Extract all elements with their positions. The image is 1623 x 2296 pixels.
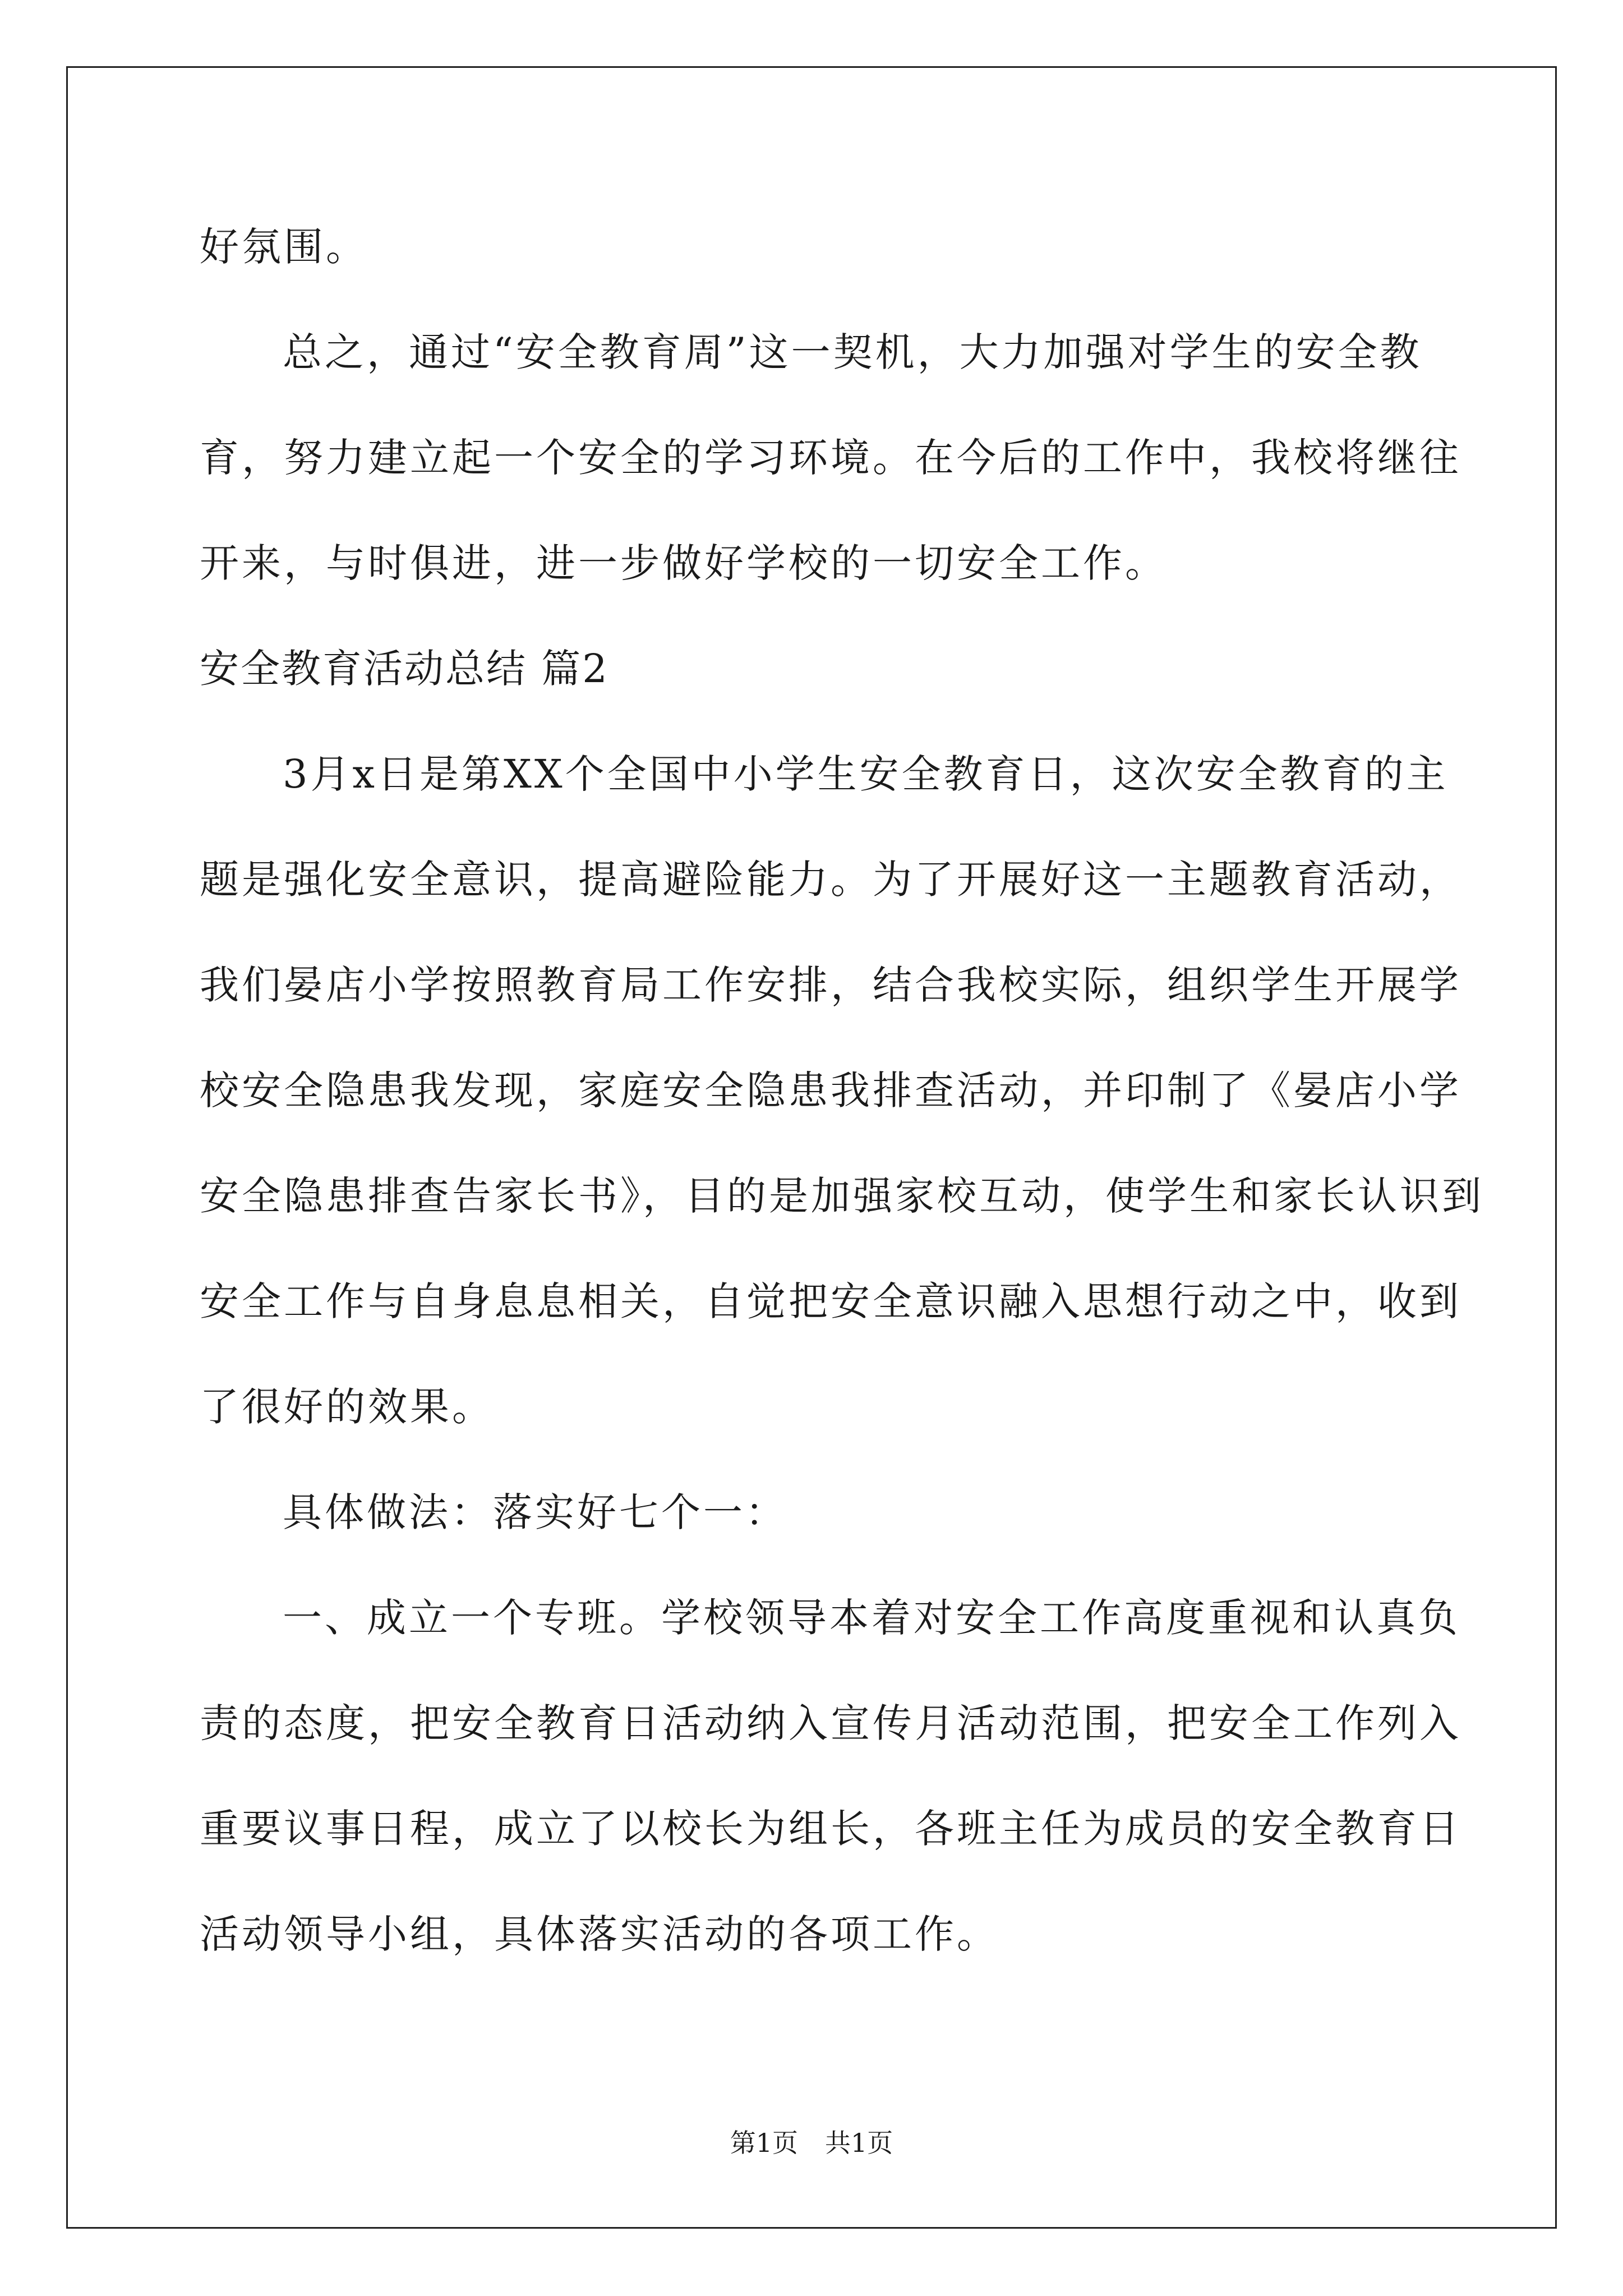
page-footer <box>0 2126 1623 2160</box>
paragraph-line: 重要议事日程，成立了以校长为组长，各班主任为成员的安全教育日 <box>200 1806 1461 1852</box>
paragraph-line: 我们晏店小学按照教育局工作安排，结合我校实际，组织学生开展学 <box>200 962 1461 1008</box>
paragraph-line: 3月x日是第XX个全国中小学生安全教育日，这次安全教育的主 <box>283 751 1449 797</box>
paragraph-line: 活动领导小组，具体落实活动的各项工作。 <box>200 1911 999 1957</box>
paragraph-line: 具体做法：落实好七个一： <box>283 1489 787 1535</box>
paragraph-line: 了很好的效果。 <box>200 1384 494 1430</box>
paragraph-line: 育，努力建立起一个安全的学习环境。在今后的工作中，我校将继往 <box>200 435 1461 481</box>
paragraph-line: 总之，通过“安全教育周”这一契机，大力加强对学生的安全教 <box>283 329 1422 375</box>
paragraph-line: 开来，与时俱进，进一步做好学校的一切安全工作。 <box>200 540 1167 586</box>
section-heading: 安全教育活动总结 篇2 <box>200 646 609 692</box>
paragraph-line: 安全隐患排查告家长书》，目的是加强家校互动，使学生和家长认识到 <box>200 1173 1484 1219</box>
paragraph-line: 校安全隐患我发现，家庭安全隐患我排查活动，并印制了《晏店小学 <box>200 1068 1461 1114</box>
paragraph-line: 责的态度，把安全教育日活动纳入宣传月活动范围，把安全工作列入 <box>200 1700 1461 1746</box>
paragraph-line: 题是强化安全意识，提高避险能力。为了开展好这一主题教育活动， <box>200 857 1461 903</box>
paragraph-line: 一、成立一个专班。学校领导本着对安全工作高度重视和认真负 <box>283 1595 1460 1641</box>
page-total: 共1页 <box>825 2128 893 2158</box>
paragraph-line: 安全工作与自身息息相关，自觉把安全意识融入思想行动之中，收到 <box>200 1278 1461 1324</box>
paragraph-line: 好氛围。 <box>200 224 368 270</box>
page-number: 第1页 <box>730 2128 798 2158</box>
document-body <box>200 213 1484 2006</box>
